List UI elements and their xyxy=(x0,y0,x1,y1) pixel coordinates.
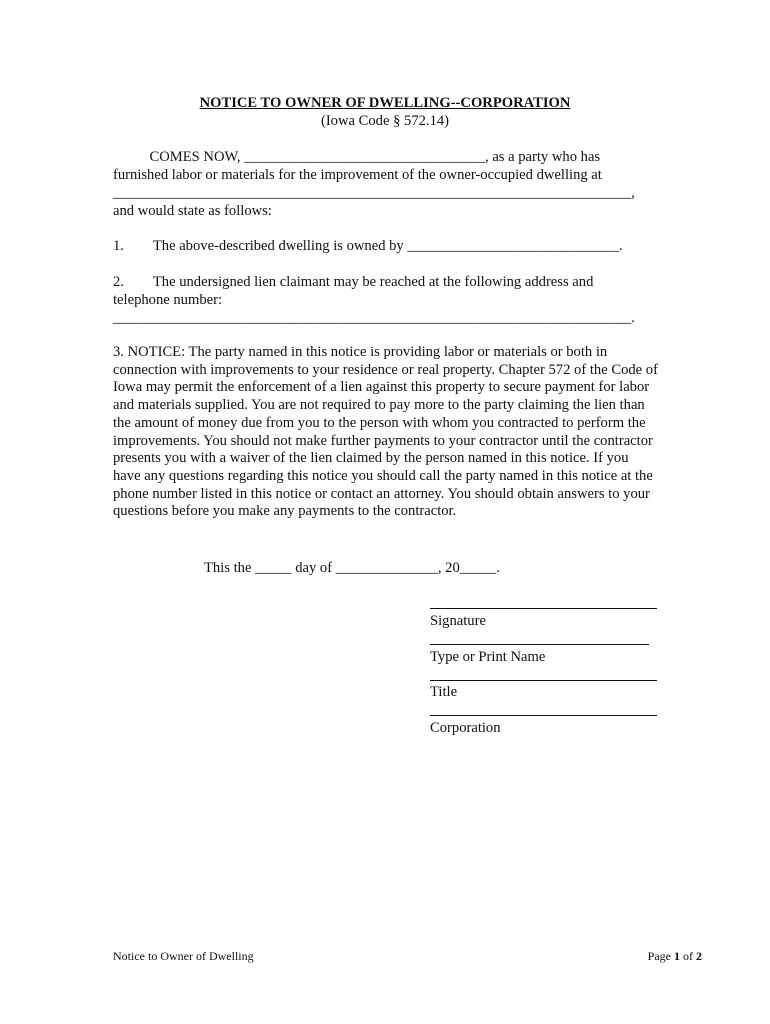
name-line xyxy=(430,644,649,645)
corporation-label: Corporation xyxy=(430,720,501,736)
intro-line-2: furnished labor or materials for the improvement of the owner-occupied dwelling at xyxy=(113,167,602,183)
item-1-owner: 1. The above-described dwelling is owned by _____________________________. xyxy=(113,238,623,254)
document-title: NOTICE TO OWNER OF DWELLING--CORPORATION xyxy=(199,95,571,111)
signature-label: Signature xyxy=(430,613,486,629)
footer-left-text: Notice to Owner of Dwelling xyxy=(113,949,254,963)
title-label: Title xyxy=(430,684,458,700)
page-number xyxy=(648,949,702,963)
page-current: 1 xyxy=(674,949,680,963)
item-2-line-2: telephone number: xyxy=(113,292,223,308)
item-2-line-3: _______________________________________________________________________. xyxy=(113,310,635,326)
item-2-line-1: 2. The undersigned lien claimant may be reached at the following address and xyxy=(113,274,594,290)
date-line: This the _____ day of ______________, 20_____. xyxy=(204,560,500,576)
page-of: of xyxy=(680,949,696,963)
corporation-line xyxy=(430,715,657,716)
page-total: 2 xyxy=(696,949,702,963)
name-label: Type or Print Name xyxy=(430,649,546,665)
signature-line xyxy=(430,608,657,609)
item-3-notice: 3. NOTICE: The party named in this notice is providing labor or materials or both in connection with improvements to your residence or real property. Chapter 572 of the Code of Iowa may permit the enforcement of a lien against this property to secure payment for labor and materials supplied. You are not required to pay more to the party claiming the lien than the amount of money due from you to the person with whom you contracted to perform the improvements. You should not make further payments to your contractor until the contractor presents you with a waiver of the lien claimed by the person named in this notice. If you have any questions regarding this notice you should call the party named in this notice at the phone number listed in this notice or contact an attorney. You should obtain answers to your questions before you make any payments to the contractor. xyxy=(113,344,658,520)
intro-line-3: _______________________________________________________________________, xyxy=(113,185,635,201)
page-prefix: Page xyxy=(647,949,674,963)
title-line xyxy=(430,680,657,681)
intro-line-1: COMES NOW, _________________________________, as a party who has xyxy=(113,149,601,165)
document-subtitle: (Iowa Code § 572.14) xyxy=(320,113,450,129)
intro-line-4: and would state as follows: xyxy=(113,203,272,219)
